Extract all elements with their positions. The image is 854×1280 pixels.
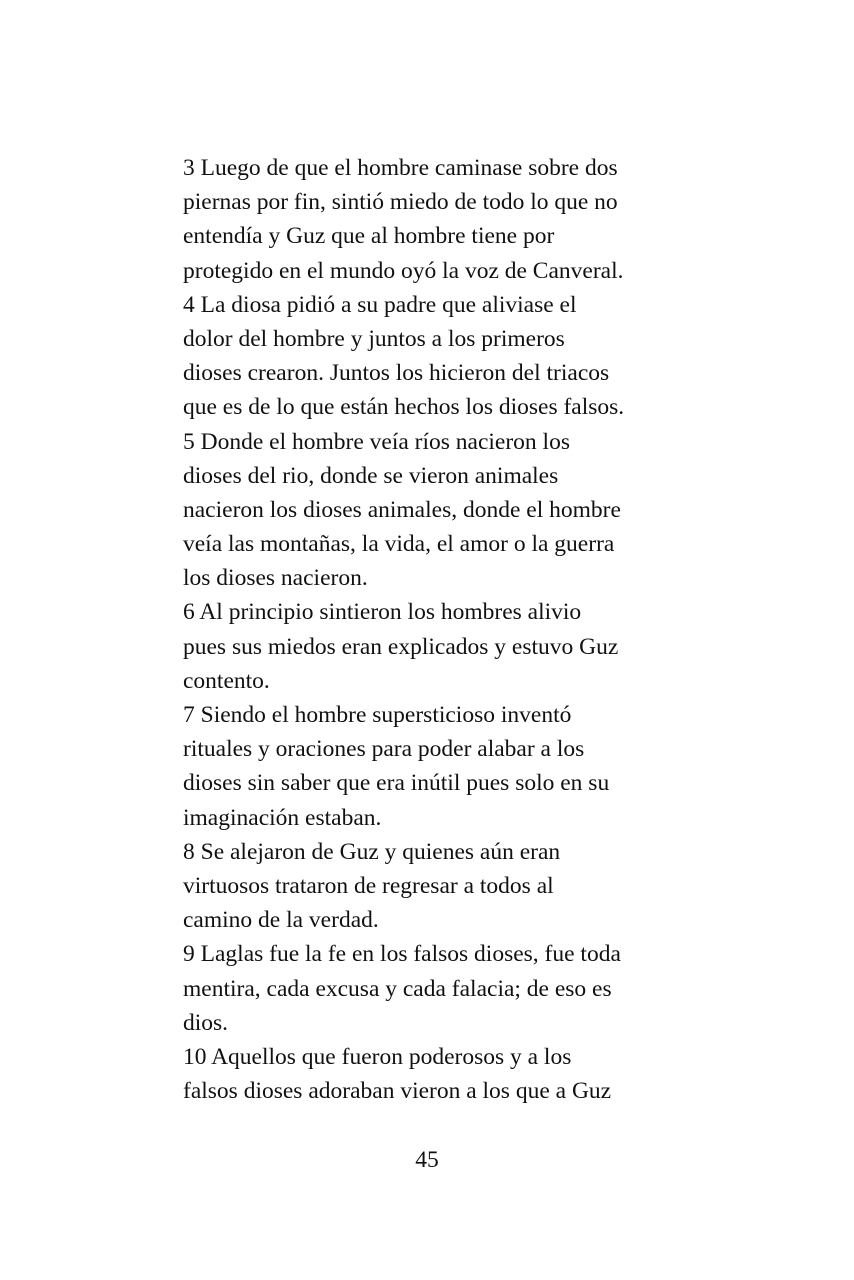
- text-line: que es de lo que están hechos los dioses falsos.: [183, 394, 625, 421]
- text-line: 3 Luego de que el hombre caminase sobre dos: [183, 155, 618, 181]
- text-line: piernas por fin, sintió miedo de todo lo que no: [183, 189, 618, 216]
- text-line: 8 Se alejaron de Guz y quienes aún eran: [183, 838, 561, 865]
- text-line: 10 Aquellos que fueron poderosos y a los: [183, 1043, 572, 1070]
- text-line: protegido en el mundo oyó la voz de Canveral.: [183, 257, 624, 284]
- text-line: dioses crearon. Juntos los hicieron del triacos: [183, 360, 610, 387]
- text-line: pues sus miedos eran explicados y estuvo Guz: [183, 633, 619, 660]
- text-line: dioses sin saber que era inútil pues solo en su: [183, 770, 610, 797]
- text-line: 4 La diosa pidió a su padre que aliviase el: [183, 291, 577, 318]
- text-line: 9 Laglas fue la fe en los falsos dioses, fue toda: [183, 941, 621, 968]
- text-line: 6 Al principio sintieron los hombres alivio: [183, 599, 582, 626]
- text-line: dioses del rio, donde se vieron animales: [183, 462, 559, 489]
- text-line: falsos dioses adoraban vieron a los que a Guz: [183, 1078, 612, 1105]
- text-line: rituales y oraciones para poder alabar a los: [183, 736, 585, 763]
- text-line: camino de la verdad.: [183, 907, 379, 934]
- page-number: 45: [415, 1147, 439, 1173]
- text-line: 7 Siendo el hombre supersticioso inventó: [183, 702, 572, 728]
- text-line: entendía y Guz que al hombre tiene por: [183, 223, 555, 250]
- body-text: [183, 151, 683, 1108]
- text-line: dolor del hombre y juntos a los primeros: [183, 325, 565, 352]
- text-line: dios.: [183, 1009, 229, 1036]
- text-line: virtuosos trataron de regresar a todos al: [183, 872, 554, 899]
- text-line: imaginación estaban.: [183, 804, 382, 831]
- text-line: los dioses nacieron.: [183, 565, 368, 592]
- text-line: 5 Donde el hombre veía ríos nacieron los: [183, 428, 570, 455]
- text-line: veía las montañas, la vida, el amor o la guerra: [183, 531, 615, 558]
- text-line: contento.: [183, 667, 270, 694]
- text-line: nacieron los dioses animales, donde el hombre: [183, 496, 621, 523]
- text-line: mentira, cada excusa y cada falacia; de eso es: [183, 975, 612, 1002]
